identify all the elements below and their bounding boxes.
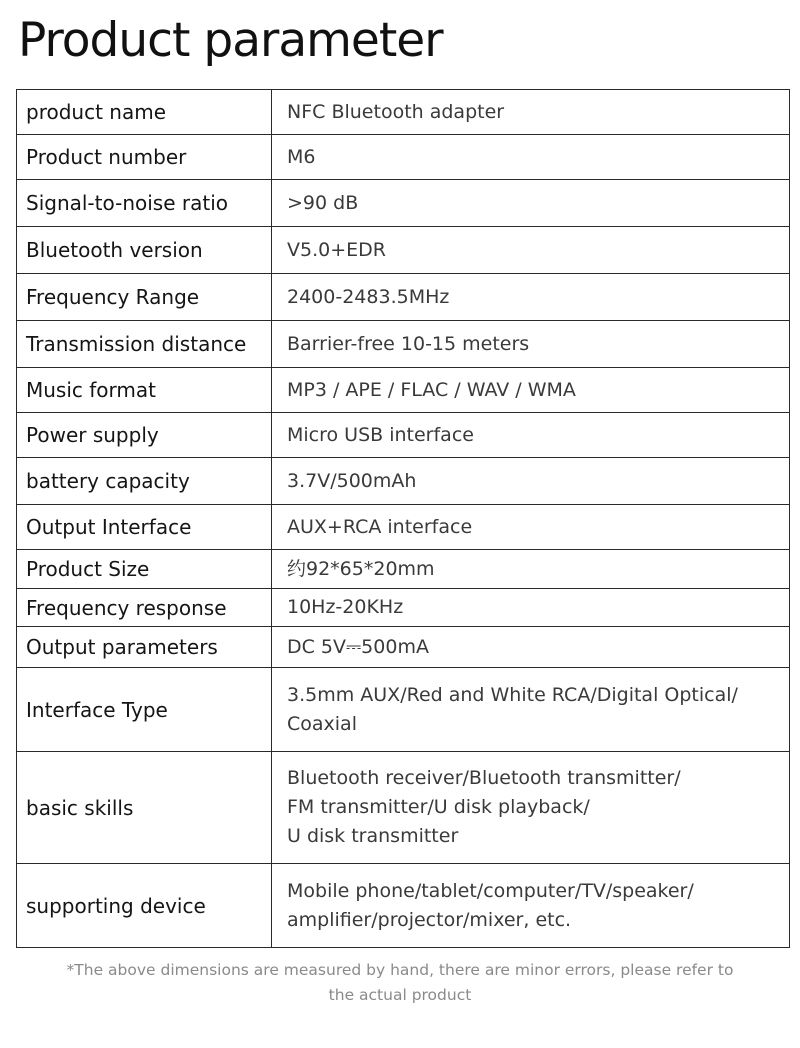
footnote-line: *The above dimensions are measured by hand, there are minor errors, please refer to (66, 961, 734, 979)
spec-value: MP3 / APE / FLAC / WAV / WMA (272, 368, 790, 413)
table-row (17, 752, 790, 864)
spec-label: battery capacity (17, 458, 272, 505)
table-row (17, 505, 790, 550)
table-row (17, 668, 790, 752)
spec-table (16, 89, 790, 948)
footnote (0, 958, 800, 1008)
spec-value: >90 dB (272, 180, 790, 227)
table-row (17, 274, 790, 321)
spec-value: AUX+RCA interface (272, 505, 790, 550)
spec-value: NFC Bluetooth adapter (272, 90, 790, 135)
table-row (17, 321, 790, 368)
spec-label: product name (17, 90, 272, 135)
spec-value: Mobile phone/tablet/computer/TV/speaker/ amplifier/projector/mixer, etc. (272, 864, 790, 948)
table-row (17, 550, 790, 589)
spec-value: 3.5mm AUX/Red and White RCA/Digital Optical/ Coaxial (272, 668, 790, 752)
table-row (17, 368, 790, 413)
spec-value: Micro USB interface (272, 413, 790, 458)
footnote-line: the actual product (328, 986, 472, 1004)
table-row (17, 227, 790, 274)
spec-label: Product number (17, 135, 272, 180)
spec-label: Signal-to-noise ratio (17, 180, 272, 227)
spec-label: basic skills (17, 752, 272, 864)
spec-value: Barrier-free 10-15 meters (272, 321, 790, 368)
spec-value: DC 5V⎓500mA (272, 627, 790, 668)
spec-value: 3.7V/500mAh (272, 458, 790, 505)
table-row (17, 589, 790, 627)
spec-value: V5.0+EDR (272, 227, 790, 274)
table-row (17, 90, 790, 135)
page-title: Product parameter (18, 13, 443, 68)
spec-value: 约92*65*20mm (272, 550, 790, 589)
spec-label: supporting device (17, 864, 272, 948)
spec-label: Bluetooth version (17, 227, 272, 274)
spec-label: Product Size (17, 550, 272, 589)
spec-value: 2400-2483.5MHz (272, 274, 790, 321)
table-row (17, 180, 790, 227)
spec-label: Interface Type (17, 668, 272, 752)
table-row (17, 627, 790, 668)
spec-label: Frequency Range (17, 274, 272, 321)
spec-value: Bluetooth receiver/Bluetooth transmitter/ FM transmitter/U disk playback/ U disk transmitter (272, 752, 790, 864)
spec-label: Output parameters (17, 627, 272, 668)
table-row (17, 458, 790, 505)
spec-value: 10Hz-20KHz (272, 589, 790, 627)
spec-label: Music format (17, 368, 272, 413)
spec-label: Transmission distance (17, 321, 272, 368)
table-row (17, 135, 790, 180)
table-row (17, 864, 790, 948)
spec-label: Frequency response (17, 589, 272, 627)
table-row (17, 413, 790, 458)
spec-value: M6 (272, 135, 790, 180)
spec-label: Output Interface (17, 505, 272, 550)
spec-label: Power supply (17, 413, 272, 458)
